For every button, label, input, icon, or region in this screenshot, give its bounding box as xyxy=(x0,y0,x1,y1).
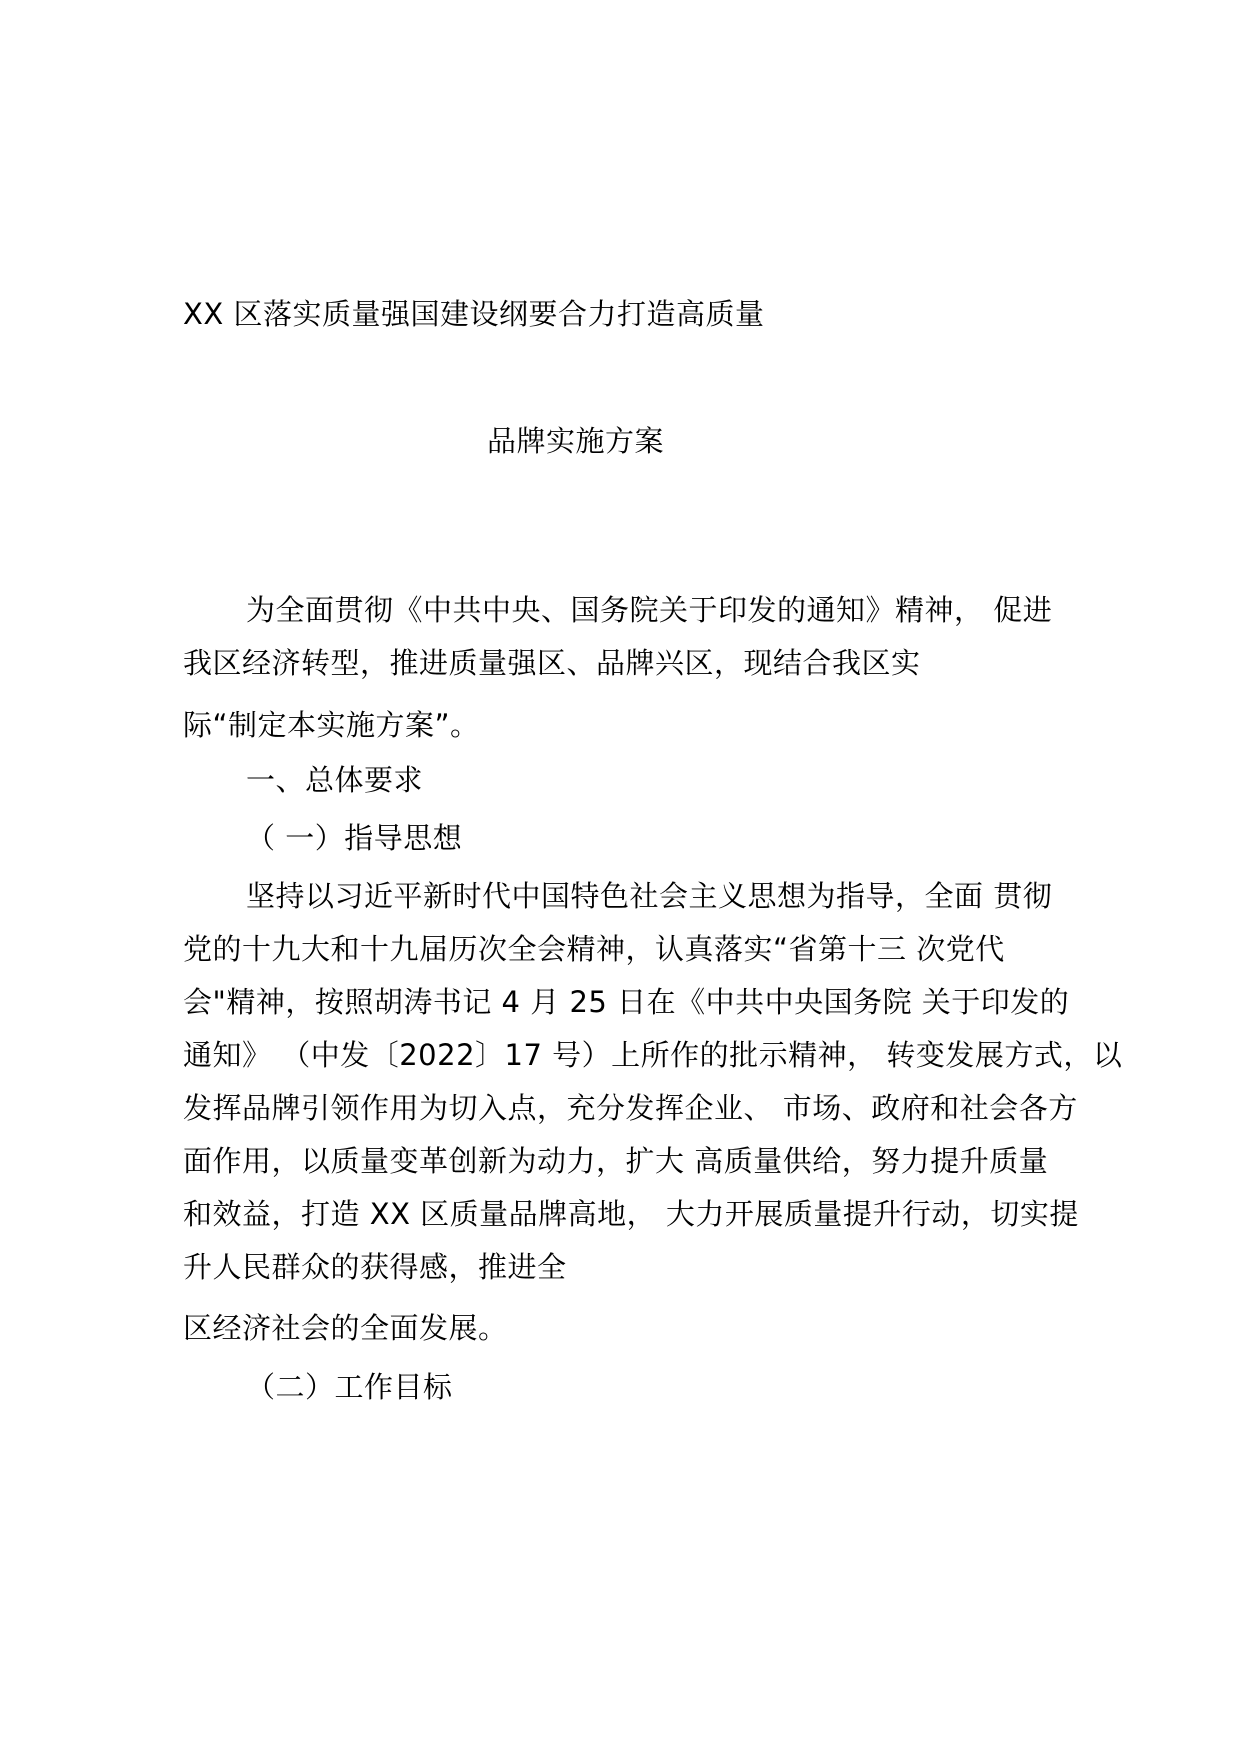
guiding-paragraph-line-6: 面作用，以质量变革创新为动力，扩大 高质量供给，努力提升质量 xyxy=(183,1144,1049,1178)
guiding-paragraph-line-1: 坚持以习近平新时代中国特色社会主义思想为指导，全面 贯彻 xyxy=(246,879,1053,913)
guiding-paragraph-line-3: 会"精神，按照胡涛书记 4 月 25 日在《中共中央国务院 关于印发的 xyxy=(183,985,1070,1019)
subsection-heading-guiding-ideology: （ 一）指导思想 xyxy=(246,821,463,855)
intro-line-3: 际“制定本实施方案”。 xyxy=(183,708,480,742)
guiding-paragraph-line-8: 升人民群众的获得感，推进全 xyxy=(183,1250,567,1284)
guiding-paragraph-line-7: 和效益，打造 XX 区质量品牌高地， 大力开展质量提升行动，切实提 xyxy=(183,1197,1079,1231)
guiding-paragraph-line-9: 区经济社会的全面发展。 xyxy=(183,1311,508,1345)
guiding-paragraph-line-5: 发挥品牌引领作用为切入点，充分发挥企业、 市场、政府和社会各方 xyxy=(183,1091,1078,1125)
section-heading-overall-requirements: 一、总体要求 xyxy=(246,763,424,797)
intro-line-2: 我区经济转型，推进质量强区、品牌兴区，现结合我区实 xyxy=(183,646,921,680)
document-title-line-1: XX 区落实质量强国建设纲要合力打造高质量 xyxy=(183,297,765,331)
intro-line-1: 为全面贯彻《中共中央、国务院关于印发的通知》精神， 促进 xyxy=(246,593,1053,627)
guiding-paragraph-line-4: 通知》 （中发〔2022〕17 号）上所作的批示精神， 转变发展方式，以 xyxy=(183,1038,1123,1072)
document-title-line-2: 品牌实施方案 xyxy=(487,424,665,458)
subsection-heading-work-goals: （二）工作目标 xyxy=(246,1370,453,1404)
guiding-paragraph-line-2: 党的十九大和十九届历次全会精神，认真落实“省第十三 次党代 xyxy=(183,932,1005,966)
